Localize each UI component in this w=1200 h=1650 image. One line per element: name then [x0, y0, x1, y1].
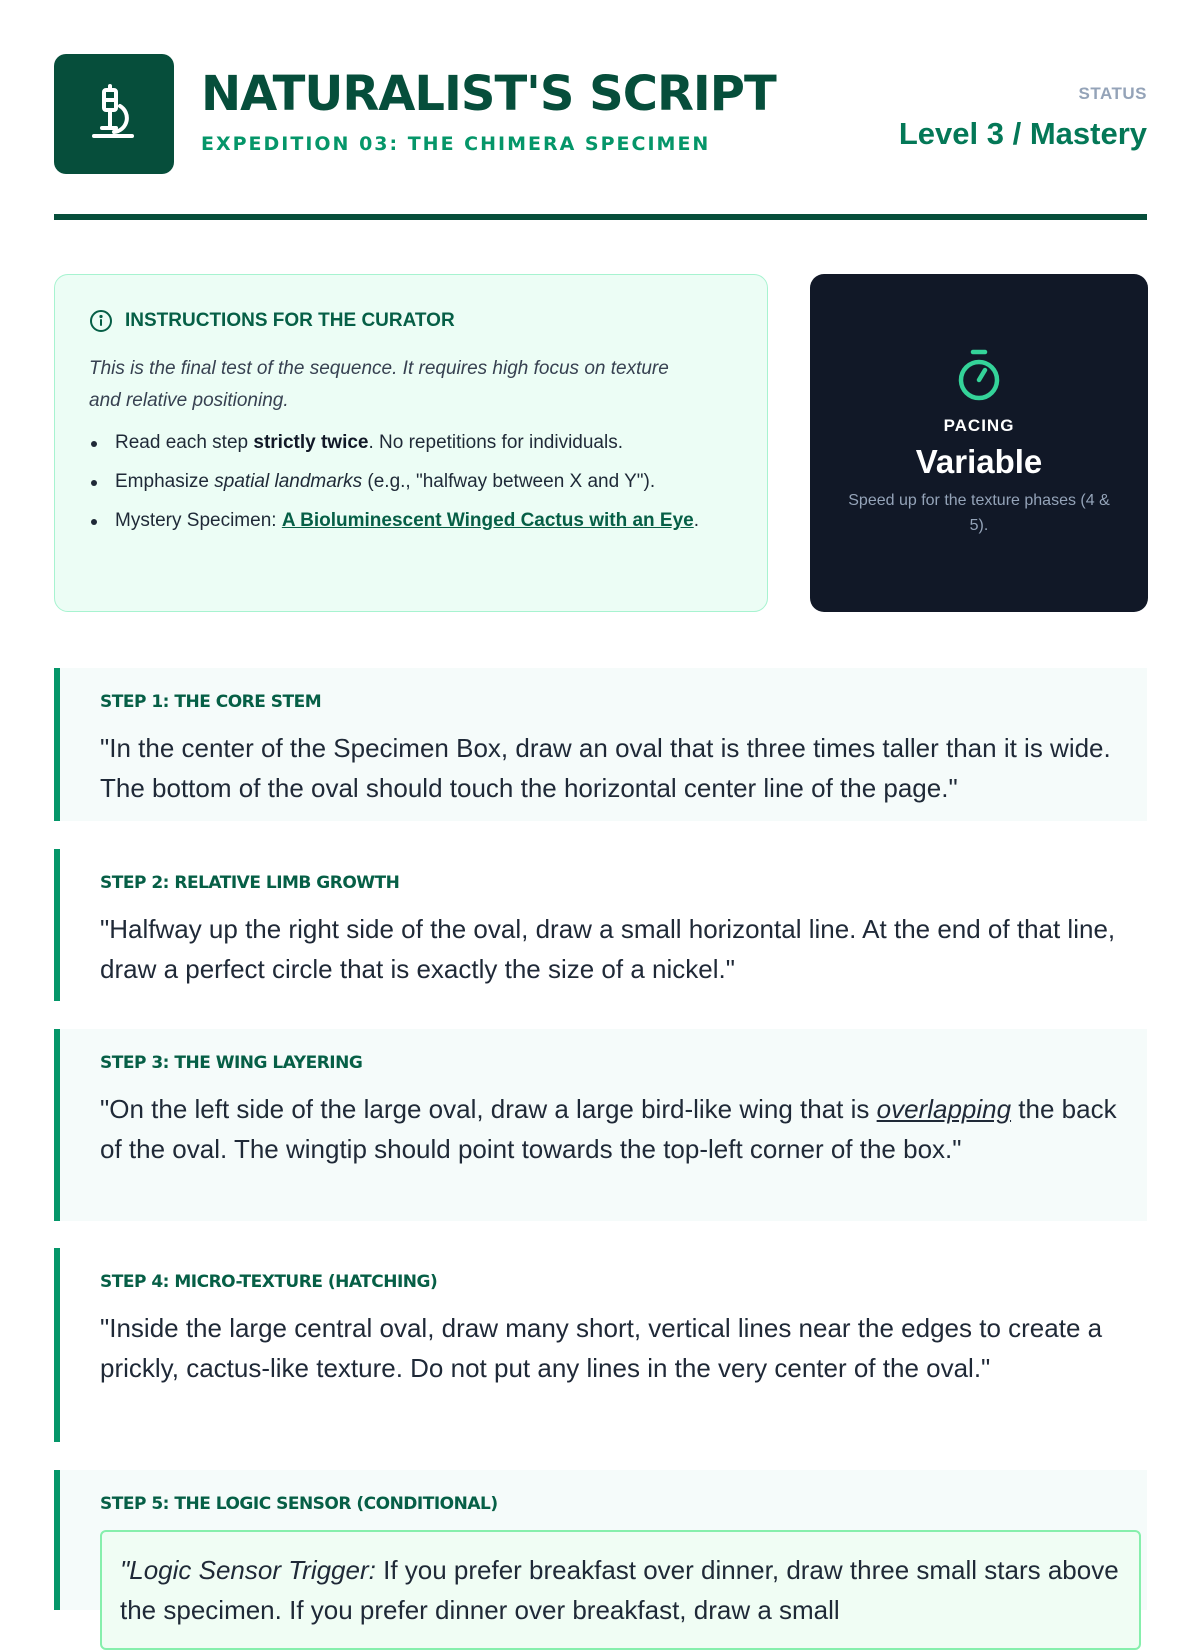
bullet-emphasis: strictly twice [253, 432, 369, 453]
step-text-part: the back of the oval. The wingtip should point towards the top-left corner of the box." [100, 1094, 1117, 1164]
microscope-icon [82, 82, 146, 146]
pacing-card [810, 274, 1148, 612]
status-value: Level 3 / Mastery [898, 116, 1147, 151]
bullet-emphasis: spatial landmarks [214, 471, 363, 492]
bullet-text: Read each step [115, 432, 254, 453]
page-header [54, 54, 1147, 174]
step-text [100, 1089, 1141, 1169]
list-item [89, 466, 733, 498]
step-title: STEP 1: THE CORE STEM [100, 692, 322, 712]
step-card-4 [54, 1248, 1147, 1442]
step-title: STEP 4: MICRO-TEXTURE (HATCHING) [100, 1272, 438, 1292]
step-text: "In the center of the Specimen Box, draw an oval that is three times taller than it is wide. The bottom of the oval should touch the horizontal center line of the page." [100, 733, 1111, 803]
step-title: STEP 3: THE WING LAYERING [100, 1053, 363, 1073]
step-card-1 [54, 668, 1147, 821]
bullet-text: (e.g., "halfway between X and Y"). [362, 471, 656, 492]
stopwatch-icon [955, 348, 1003, 404]
bullet-text: Mystery Specimen: [115, 510, 282, 531]
step-text-part: "On the left side of the large oval, draw a large bird-like wing that is [100, 1094, 877, 1124]
trigger-label: "Logic Sensor Trigger: [120, 1555, 376, 1585]
pacing-note: Speed up for the texture phases (4 & 5). [848, 492, 1110, 534]
list-item [89, 427, 733, 459]
step-card-2 [54, 849, 1147, 1001]
instructions-heading-text: INSTRUCTIONS FOR THE CURATOR [125, 310, 455, 331]
instructions-panel [54, 274, 768, 612]
page-subtitle: EXPEDITION 03: THE CHIMERA SPECIMEN [201, 133, 711, 155]
step-text: "Inside the large central oval, draw many short, vertical lines near the edges to create a prickly, cactus-like texture. Do not put any lines in the very center of the oval." [100, 1313, 1103, 1383]
trigger-text: If you prefer breakfast over dinner, draw three small stars above the specimen. If you prefer dinner over breakfast, draw a small [120, 1555, 1119, 1625]
step-title: STEP 2: RELATIVE LIMB GROWTH [100, 873, 400, 893]
header-divider [54, 214, 1147, 220]
instructions-heading [89, 309, 733, 333]
step-title: STEP 5: THE LOGIC SENSOR (CONDITIONAL) [100, 1494, 498, 1514]
step-card-3 [54, 1029, 1147, 1221]
pacing-label: PACING [943, 416, 1015, 435]
logic-trigger-box [100, 1530, 1141, 1650]
bullet-text: . [693, 510, 700, 531]
info-icon [89, 309, 113, 333]
step-text: "Halfway up the right side of the oval, draw a small horizontal line. At the end of that line, draw a perfect circle that is exactly the size of a nickel." [100, 914, 1116, 984]
step-card-5 [54, 1470, 1147, 1625]
step-text-emphasis: overlapping [876, 1094, 1012, 1124]
mystery-specimen-link[interactable]: A Bioluminescent Winged Cactus with an Eye [281, 510, 694, 531]
pacing-value: Variable [915, 443, 1043, 480]
page-title: NATURALIST'S SCRIPT [201, 66, 776, 122]
logo-badge [54, 54, 174, 174]
status-label: STATUS [1078, 84, 1147, 103]
instructions-list [89, 427, 733, 537]
list-item [89, 505, 733, 537]
instructions-intro: This is the final test of the sequence. It requires high focus on texture and relative positioning. [89, 358, 669, 411]
bullet-text: . No repetitions for individuals. [368, 432, 623, 453]
bullet-text: Emphasize [115, 471, 215, 492]
